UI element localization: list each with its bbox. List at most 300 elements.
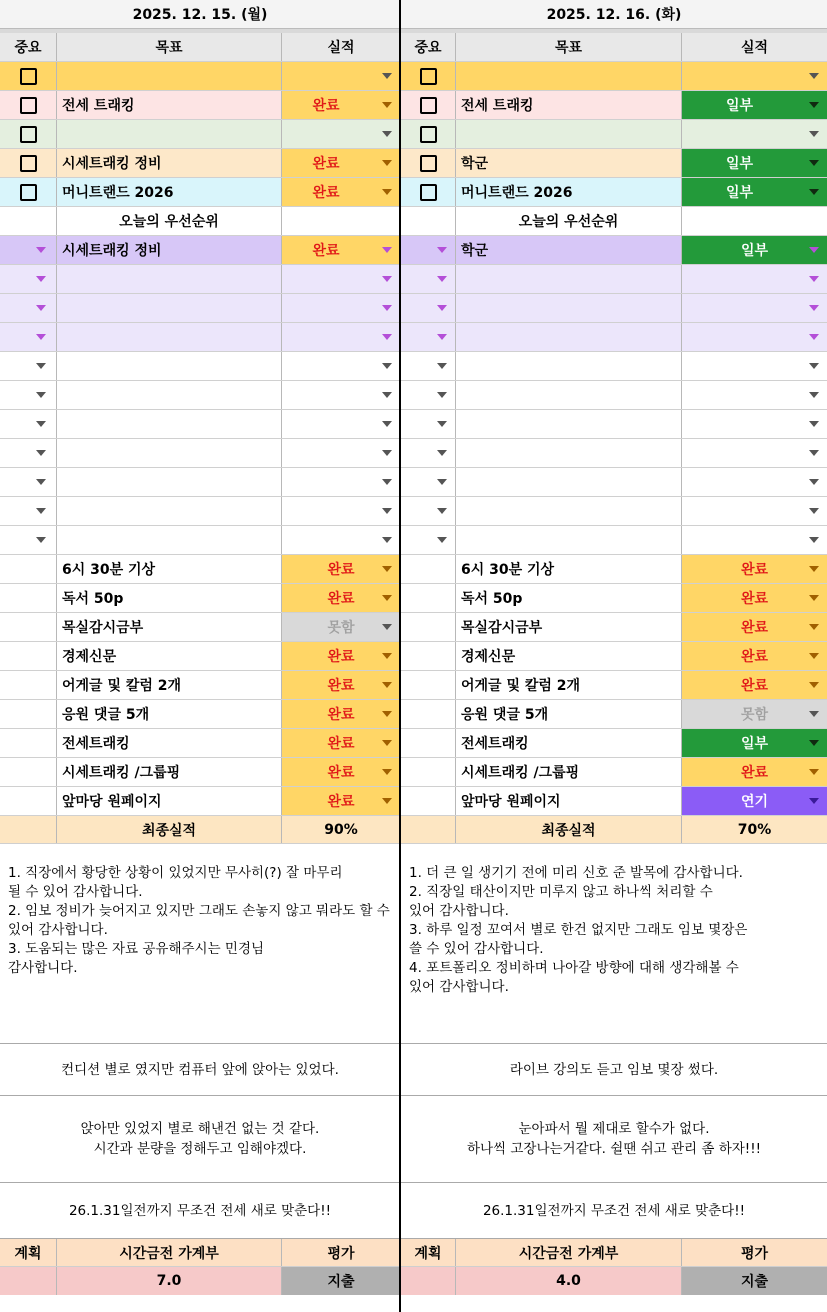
dropdown-arrow-icon[interactable]: [36, 537, 46, 543]
priority-goal[interactable]: [456, 294, 682, 322]
dropdown-arrow-icon[interactable]: [809, 131, 819, 137]
result-dropdown[interactable]: [682, 787, 827, 815]
dropdown-arrow-icon[interactable]: [382, 682, 392, 688]
ledger-value-row: [0, 1267, 400, 1295]
dropdown-arrow-icon[interactable]: [437, 392, 447, 398]
result-dropdown[interactable]: [282, 149, 400, 177]
result-dropdown[interactable]: [682, 265, 827, 293]
priority-row: [401, 439, 827, 468]
result-dropdown[interactable]: [682, 294, 827, 322]
result-value: 완료: [327, 794, 355, 810]
dropdown-arrow-icon[interactable]: [382, 653, 392, 659]
priority-goal[interactable]: [57, 381, 282, 409]
habit-name: 독서 50p: [456, 584, 682, 612]
checkbox[interactable]: [20, 155, 37, 172]
priority-goal[interactable]: [57, 526, 282, 554]
importance-checkbox-cell[interactable]: [401, 91, 456, 119]
habit-row: [0, 642, 400, 671]
priority-goal[interactable]: [57, 439, 282, 467]
priority-select[interactable]: [401, 294, 456, 322]
result-dropdown[interactable]: [282, 352, 400, 380]
ledger-header: 시간금전 가계부: [57, 1239, 282, 1266]
dropdown-arrow-icon[interactable]: [437, 508, 447, 514]
habit-row: [401, 758, 827, 787]
dropdown-arrow-icon[interactable]: [809, 711, 819, 717]
dropdown-arrow-icon[interactable]: [437, 450, 447, 456]
result-dropdown[interactable]: [682, 642, 827, 670]
habit-blank: [0, 671, 57, 699]
result-value: 완료: [740, 649, 769, 665]
ledger-value[interactable]: 7.0: [57, 1267, 282, 1295]
date-label: 2025. 12. 16. (화): [546, 7, 682, 23]
priority-goal[interactable]: [57, 497, 282, 525]
score-blank: [401, 816, 456, 843]
priority-goal[interactable]: [57, 294, 282, 322]
priority-select[interactable]: [401, 381, 456, 409]
priority-select[interactable]: [0, 236, 57, 264]
dropdown-arrow-icon[interactable]: [809, 305, 819, 311]
dropdown-arrow-icon[interactable]: [437, 363, 447, 369]
dropdown-arrow-icon[interactable]: [809, 682, 819, 688]
importance-checkbox-cell[interactable]: [0, 120, 57, 148]
dropdown-arrow-icon[interactable]: [36, 421, 46, 427]
reflection-1-text: [61, 1060, 339, 1080]
dropdown-arrow-icon[interactable]: [382, 479, 392, 485]
reflection-1[interactable]: [401, 1044, 827, 1096]
priority-goal[interactable]: [456, 410, 682, 438]
dropdown-arrow-icon[interactable]: [437, 334, 447, 340]
goal-cell[interactable]: [456, 120, 682, 148]
dropdown-arrow-icon[interactable]: [809, 363, 819, 369]
dropdown-arrow-icon[interactable]: [382, 740, 392, 746]
result-dropdown[interactable]: [682, 410, 827, 438]
importance-checkbox-cell[interactable]: [0, 62, 57, 90]
habit-row: [0, 671, 400, 700]
habit-name: 앞마당 원페이지: [456, 787, 682, 815]
habit-blank: [0, 700, 57, 728]
dropdown-arrow-icon[interactable]: [809, 392, 819, 398]
priority-goal[interactable]: [456, 468, 682, 496]
result-dropdown[interactable]: [282, 468, 400, 496]
date-label: 2025. 12. 15. (월): [132, 7, 268, 23]
priority-row: [0, 410, 400, 439]
dropdown-arrow-icon[interactable]: [382, 305, 392, 311]
gratitude-line: 4. 포트폴리오 정비하며 나아갈 방향에 대해 생각해볼 수: [409, 960, 739, 976]
dropdown-arrow-icon[interactable]: [809, 247, 819, 253]
result-dropdown[interactable]: [282, 120, 400, 148]
priority-goal[interactable]: [57, 265, 282, 293]
priority-select[interactable]: [401, 236, 456, 264]
result-dropdown[interactable]: [282, 62, 400, 90]
result-dropdown[interactable]: [282, 265, 400, 293]
dropdown-arrow-icon[interactable]: [809, 653, 819, 659]
result-dropdown[interactable]: [682, 352, 827, 380]
result-dropdown[interactable]: [682, 62, 827, 90]
priority-select[interactable]: [401, 468, 456, 496]
habit-name: 시세트래킹 /그룹핑: [456, 758, 682, 786]
habit-blank: [401, 700, 456, 728]
result-value: 완료: [327, 678, 355, 694]
dropdown-arrow-icon[interactable]: [382, 450, 392, 456]
priority-goal[interactable]: [57, 323, 282, 351]
gratitude-line: 쓸 수 있어 감사합니다.: [409, 941, 544, 957]
reflection-1-line: 라이브 강의도 듣고 임보 몇장 썼다.: [509, 1061, 719, 1078]
dropdown-arrow-icon[interactable]: [382, 131, 392, 137]
dropdown-arrow-icon[interactable]: [382, 508, 392, 514]
result-dropdown[interactable]: [282, 787, 400, 815]
result-dropdown[interactable]: [682, 497, 827, 525]
result-dropdown[interactable]: [282, 410, 400, 438]
result-dropdown[interactable]: [282, 700, 400, 728]
priority-select[interactable]: [401, 410, 456, 438]
result-dropdown[interactable]: [282, 729, 400, 757]
result-value: 완료: [327, 649, 355, 665]
dropdown-arrow-icon[interactable]: [382, 769, 392, 775]
habit-blank: [0, 758, 57, 786]
priority-goal[interactable]: [456, 439, 682, 467]
goal-cell[interactable]: 머니트랜드 2026: [57, 178, 282, 206]
priority-select[interactable]: [0, 352, 57, 380]
dropdown-arrow-icon[interactable]: [809, 73, 819, 79]
result-dropdown[interactable]: [282, 323, 400, 351]
dropdown-arrow-icon[interactable]: [809, 450, 819, 456]
importance-checkbox-cell[interactable]: [0, 149, 57, 177]
result-value: 연기: [740, 794, 769, 810]
dropdown-arrow-icon[interactable]: [382, 102, 392, 108]
goal-cell[interactable]: [456, 62, 682, 90]
dropdown-arrow-icon[interactable]: [36, 276, 46, 282]
result-dropdown[interactable]: [282, 555, 400, 583]
result-dropdown[interactable]: [282, 439, 400, 467]
priority-goal[interactable]: 시세트래킹 정비: [57, 236, 282, 264]
dropdown-arrow-icon[interactable]: [36, 479, 46, 485]
result-dropdown[interactable]: [682, 323, 827, 351]
priority-goal[interactable]: [456, 381, 682, 409]
habit-row: [401, 642, 827, 671]
priority-select[interactable]: [0, 381, 57, 409]
goal-row: [0, 178, 400, 207]
goal-statement[interactable]: [401, 1183, 827, 1239]
result-dropdown[interactable]: [282, 613, 400, 641]
dropdown-arrow-icon[interactable]: [809, 537, 819, 543]
dropdown-arrow-icon[interactable]: [809, 595, 819, 601]
habit-row: [401, 584, 827, 613]
goal-header: 목표: [456, 33, 682, 61]
priority-row: [0, 265, 400, 294]
goal-cell[interactable]: 전세 트래킹: [456, 91, 682, 119]
habit-name: 어게글 및 칼럼 2개: [456, 671, 682, 699]
result-value: 완료: [327, 591, 355, 607]
dropdown-arrow-icon[interactable]: [382, 421, 392, 427]
checkbox[interactable]: [420, 184, 437, 201]
gratitude-journal[interactable]: [401, 844, 827, 1044]
checkbox[interactable]: [20, 68, 37, 85]
checkbox[interactable]: [420, 97, 437, 114]
priority-select[interactable]: [401, 439, 456, 467]
priority-select[interactable]: [401, 265, 456, 293]
habit-blank: [401, 642, 456, 670]
dropdown-arrow-icon[interactable]: [809, 102, 819, 108]
reflection-1-text: [510, 1060, 718, 1080]
habit-row: [401, 671, 827, 700]
priority-header-blank: [0, 207, 57, 235]
dropdown-arrow-icon[interactable]: [809, 624, 819, 630]
result-dropdown[interactable]: [682, 381, 827, 409]
dropdown-arrow-icon[interactable]: [382, 624, 392, 630]
priority-select[interactable]: [0, 468, 57, 496]
result-dropdown[interactable]: [282, 526, 400, 554]
dropdown-arrow-icon[interactable]: [809, 566, 819, 572]
priority-goal[interactable]: [57, 352, 282, 380]
result-dropdown[interactable]: [682, 555, 827, 583]
priority-header-blank: [401, 207, 456, 235]
plan-value[interactable]: [0, 1267, 57, 1295]
habit-list: [401, 555, 827, 816]
goal-cell[interactable]: [57, 120, 282, 148]
dropdown-arrow-icon[interactable]: [36, 334, 46, 340]
habit-blank: [401, 555, 456, 583]
priority-select[interactable]: [0, 526, 57, 554]
score-blank: [0, 816, 57, 843]
dropdown-arrow-icon[interactable]: [809, 479, 819, 485]
result-dropdown[interactable]: [682, 584, 827, 612]
dropdown-arrow-icon[interactable]: [809, 508, 819, 514]
habit-blank: [0, 729, 57, 757]
result-dropdown[interactable]: [282, 91, 400, 119]
dropdown-arrow-icon[interactable]: [382, 334, 392, 340]
goal-cell[interactable]: 시세트래킹 정비: [57, 149, 282, 177]
habit-blank: [401, 613, 456, 641]
dropdown-arrow-icon[interactable]: [437, 537, 447, 543]
importance-checkbox-cell[interactable]: [401, 149, 456, 177]
dropdown-arrow-icon[interactable]: [809, 798, 819, 804]
result-dropdown[interactable]: [682, 149, 827, 177]
importance-checkbox-cell[interactable]: [401, 62, 456, 90]
result-dropdown[interactable]: [282, 236, 400, 264]
dropdown-arrow-icon[interactable]: [437, 276, 447, 282]
eval-value[interactable]: 지출: [282, 1267, 400, 1295]
result-header: 실적: [740, 40, 769, 56]
result-dropdown[interactable]: [282, 642, 400, 670]
priority-select[interactable]: [0, 265, 57, 293]
reflection-2-text: [467, 1119, 761, 1159]
dropdown-arrow-icon[interactable]: [382, 566, 392, 572]
habit-row: [0, 555, 400, 584]
result-dropdown[interactable]: [682, 613, 827, 641]
result-dropdown[interactable]: [682, 439, 827, 467]
dropdown-arrow-icon[interactable]: [809, 740, 819, 746]
dropdown-arrow-icon[interactable]: [382, 537, 392, 543]
priority-row: [0, 526, 400, 555]
priority-goal[interactable]: [456, 352, 682, 380]
goal-cell[interactable]: 머니트랜드 2026: [456, 178, 682, 206]
dropdown-arrow-icon[interactable]: [437, 305, 447, 311]
priority-row: [0, 468, 400, 497]
priority-goal[interactable]: [57, 410, 282, 438]
result-dropdown[interactable]: [682, 120, 827, 148]
priority-select[interactable]: [0, 497, 57, 525]
dropdown-arrow-icon[interactable]: [382, 711, 392, 717]
result-dropdown[interactable]: [282, 671, 400, 699]
habit-name: 독서 50p: [57, 584, 282, 612]
ledger-value-row: [401, 1267, 827, 1295]
result-dropdown[interactable]: [282, 584, 400, 612]
result-dropdown[interactable]: [682, 671, 827, 699]
habit-blank: [0, 613, 57, 641]
gratitude-line: 2. 임보 정비가 늦어지고 있지만 그래도 손놓지 않고 뭐라도 할 수 있어 감사합니다.: [8, 903, 390, 938]
score-value: 70%: [737, 821, 772, 838]
habit-row: [401, 729, 827, 758]
result-dropdown[interactable]: [282, 381, 400, 409]
checkbox[interactable]: [420, 126, 437, 143]
plan-value[interactable]: [401, 1267, 456, 1295]
goal-cell[interactable]: [57, 62, 282, 90]
priority-select[interactable]: [401, 323, 456, 351]
importance-header: 중요: [401, 33, 456, 61]
checkbox[interactable]: [420, 68, 437, 85]
dropdown-arrow-icon[interactable]: [809, 160, 819, 166]
dropdown-arrow-icon[interactable]: [809, 276, 819, 282]
priority-select[interactable]: [0, 439, 57, 467]
priority-select[interactable]: [401, 526, 456, 554]
priority-select[interactable]: [0, 410, 57, 438]
dropdown-arrow-icon[interactable]: [382, 160, 392, 166]
eval-header: 평가: [740, 1245, 769, 1262]
date-header: [0, 0, 400, 29]
gratitude-journal[interactable]: [0, 844, 400, 1044]
result-dropdown[interactable]: [682, 758, 827, 786]
goal-header: 목표: [57, 33, 282, 61]
goal-table-header: [0, 33, 400, 62]
dropdown-arrow-icon[interactable]: [809, 769, 819, 775]
dropdown-arrow-icon[interactable]: [36, 450, 46, 456]
priority-goal[interactable]: [456, 265, 682, 293]
reflection-2-line: 하나씩 고장나는거같다. 쉴땐 쉬고 관리 좀 하자!!!: [466, 1141, 762, 1157]
habit-blank: [401, 729, 456, 757]
dropdown-arrow-icon[interactable]: [382, 595, 392, 601]
dropdown-arrow-icon[interactable]: [36, 508, 46, 514]
dropdown-arrow-icon[interactable]: [809, 421, 819, 427]
result-value: 완료: [327, 736, 355, 752]
goal-cell[interactable]: 전세 트래킹: [57, 91, 282, 119]
result-value: 완료: [312, 156, 340, 172]
dropdown-arrow-icon[interactable]: [382, 798, 392, 804]
habit-blank: [0, 787, 57, 815]
ledger-value[interactable]: 4.0: [456, 1267, 682, 1295]
result-value: 완료: [740, 765, 769, 781]
dropdown-arrow-icon[interactable]: [382, 363, 392, 369]
checkbox[interactable]: [20, 184, 37, 201]
result-dropdown[interactable]: [682, 91, 827, 119]
final-score-row: [401, 816, 827, 844]
goal-row: [401, 178, 827, 207]
habit-row: [0, 613, 400, 642]
dropdown-arrow-icon[interactable]: [382, 73, 392, 79]
habit-blank: [401, 787, 456, 815]
checkbox[interactable]: [20, 97, 37, 114]
dropdown-arrow-icon[interactable]: [36, 305, 46, 311]
reflection-1[interactable]: [0, 1044, 400, 1096]
final-score-row: [0, 816, 400, 844]
habit-name: 전세트래킹: [57, 729, 282, 757]
goal-row: [401, 91, 827, 120]
result-dropdown[interactable]: [682, 236, 827, 264]
result-value: 완료: [327, 562, 355, 578]
priority-select[interactable]: [401, 352, 456, 380]
dropdown-arrow-icon[interactable]: [382, 189, 392, 195]
result-dropdown[interactable]: [682, 526, 827, 554]
importance-checkbox-cell[interactable]: [401, 178, 456, 206]
priority-select[interactable]: [401, 497, 456, 525]
priority-goal[interactable]: [456, 323, 682, 351]
habit-name: 응원 댓글 5개: [456, 700, 682, 728]
dropdown-arrow-icon[interactable]: [382, 276, 392, 282]
eval-value[interactable]: 지출: [682, 1267, 827, 1295]
habit-name: 목실감시금부: [57, 613, 282, 641]
result-dropdown[interactable]: [682, 468, 827, 496]
dropdown-arrow-icon[interactable]: [36, 247, 46, 253]
dropdown-arrow-icon[interactable]: [437, 247, 447, 253]
result-value: 일부: [725, 98, 754, 114]
priority-select[interactable]: [0, 323, 57, 351]
priority-goal[interactable]: [456, 526, 682, 554]
priority-goal[interactable]: [456, 497, 682, 525]
dropdown-arrow-icon[interactable]: [382, 392, 392, 398]
importance-checkbox-cell[interactable]: [0, 178, 57, 206]
goal-cell[interactable]: 학군: [456, 149, 682, 177]
checkbox[interactable]: [420, 155, 437, 172]
reflection-2[interactable]: [401, 1096, 827, 1183]
dropdown-arrow-icon[interactable]: [36, 392, 46, 398]
habit-row: [401, 613, 827, 642]
score-label: 최종실적: [57, 816, 282, 843]
goal-statement[interactable]: [0, 1183, 400, 1239]
result-dropdown[interactable]: [282, 294, 400, 322]
priority-select[interactable]: [0, 294, 57, 322]
reflection-2-line: 앉아만 있었지 별로 해낸건 없는 것 같다.: [80, 1121, 320, 1137]
dropdown-arrow-icon[interactable]: [437, 421, 447, 427]
gratitude-line: 2. 직장일 태산이지만 미루지 않고 하나씩 처리할 수: [409, 884, 713, 900]
dropdown-arrow-icon[interactable]: [809, 334, 819, 340]
checkbox[interactable]: [20, 126, 37, 143]
importance-checkbox-cell[interactable]: [0, 91, 57, 119]
importance-checkbox-cell[interactable]: [401, 120, 456, 148]
priority-goal[interactable]: 학군: [456, 236, 682, 264]
priority-goal[interactable]: [57, 468, 282, 496]
result-dropdown[interactable]: [282, 497, 400, 525]
result-dropdown[interactable]: [282, 178, 400, 206]
priority-row: [401, 294, 827, 323]
habit-name: 목실감시금부: [456, 613, 682, 641]
result-dropdown[interactable]: [682, 178, 827, 206]
gratitude-line: 있어 감사합니다.: [409, 979, 509, 995]
reflection-2[interactable]: [0, 1096, 400, 1183]
habit-name: 경제신문: [456, 642, 682, 670]
reflection-2-line: 시간과 분량을 정해두고 임해야겠다.: [93, 1141, 307, 1157]
result-dropdown[interactable]: [682, 729, 827, 757]
priority-row: [401, 352, 827, 381]
dropdown-arrow-icon[interactable]: [36, 363, 46, 369]
day-column-tue: [401, 0, 827, 1312]
result-dropdown[interactable]: [282, 758, 400, 786]
result-value: 일부: [740, 736, 769, 752]
dropdown-arrow-icon[interactable]: [382, 247, 392, 253]
dropdown-arrow-icon[interactable]: [437, 479, 447, 485]
result-dropdown[interactable]: [682, 700, 827, 728]
goal-row: [401, 120, 827, 149]
dropdown-arrow-icon[interactable]: [809, 189, 819, 195]
goal-list: [401, 62, 827, 207]
